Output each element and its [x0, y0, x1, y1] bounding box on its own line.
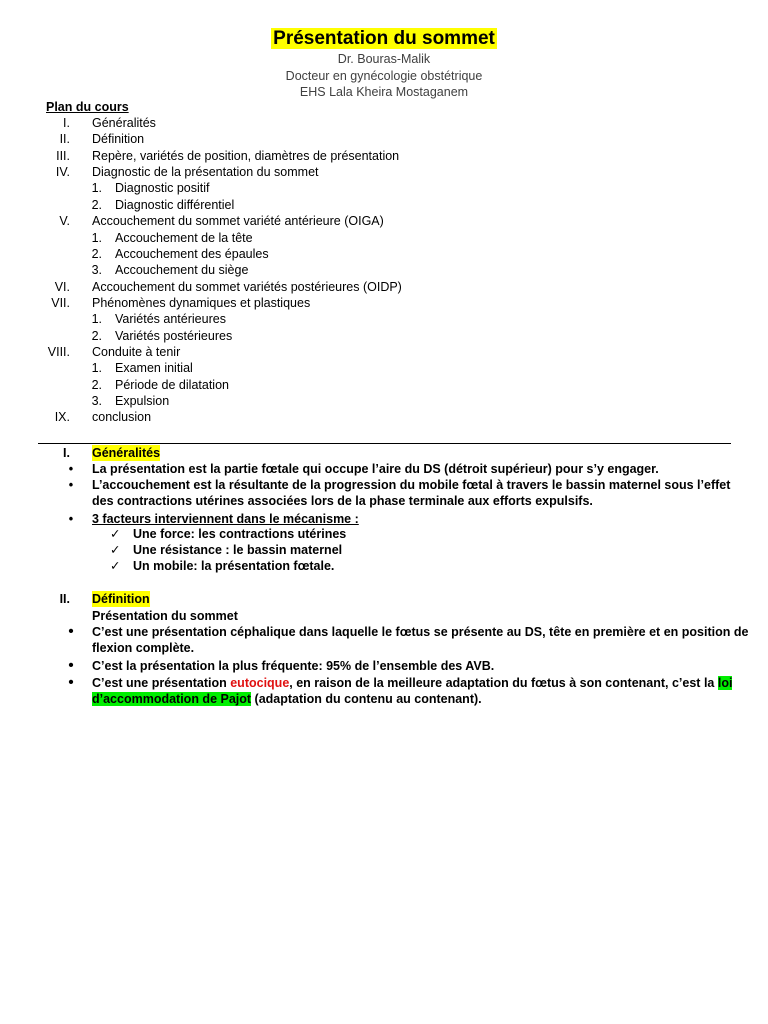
plan-item-text: Diagnostic de la présentation du sommet — [92, 165, 319, 180]
bullet-icon: • — [68, 623, 74, 640]
plan-item-text: Définition — [92, 132, 145, 147]
checkmark-icon: ✓ — [110, 543, 121, 557]
author-institution: EHS Lala Kheira Mostaganem — [299, 85, 469, 99]
bullet-text: des contractions utérines associées lors de la phase terminale aux efforts expulsifs. — [92, 494, 593, 508]
section-1-number: I. — [63, 446, 70, 460]
plan-subitem-text: Diagnostic positif — [115, 181, 210, 196]
plan-item-text: conclusion — [92, 410, 152, 425]
check-text: Une force: les contractions utérines — [133, 527, 347, 541]
plan-item-number: II. — [59, 132, 70, 147]
page-title: Présentation du sommet — [273, 28, 495, 49]
bullet-icon: • — [68, 462, 74, 476]
plan-item-number: IV. — [55, 165, 70, 180]
plan-item-number: VII. — [51, 295, 70, 310]
plan-item-number: V. — [59, 214, 70, 229]
text-run: C’est une présentation — [92, 676, 231, 690]
bullet-text: C’est une présentation céphalique dans laquelle le fœtus se présente au DS, tête en première et en position de — [92, 625, 749, 639]
plan-item-text: Repère, variétés de position, diamètres de présentation — [92, 148, 400, 163]
plan-subitem-text: Variétés postérieures — [115, 328, 233, 343]
document-header — [0, 27, 768, 101]
plan-subitem-number: 1. — [91, 312, 102, 327]
bullet-text: C’est la présentation la plus fréquente: 95% de l’ensemble des AVB. — [92, 659, 495, 673]
plan-subitem-number: 2. — [91, 377, 102, 392]
checkmark-icon: ✓ — [110, 559, 121, 573]
section-1-title: Généralités — [92, 446, 161, 460]
plan-item-text: Conduite à tenir — [92, 344, 181, 359]
subtitle-text: Présentation du sommet — [92, 609, 238, 623]
check-text: Une résistance : le bassin maternel — [133, 543, 343, 557]
plan-subitem-number: 3. — [91, 263, 102, 278]
plan-subitem-text: Examen initial — [115, 361, 193, 376]
plan-subitem-number: 1. — [91, 361, 102, 376]
bullet-icon: • — [68, 674, 74, 691]
bullet-text: La présentation est la partie fœtale qui occupe l’aire du DS (détroit supérieur) pour s’y engager. — [92, 462, 659, 476]
plan-item-number: VI. — [54, 279, 70, 294]
plan-item-number: VIII. — [47, 344, 70, 359]
plan-subitem-text: Période de dilatation — [115, 377, 229, 392]
section-2-title: Définition — [92, 592, 150, 606]
bullet-text: 3 facteurs interviennent dans le mécanisme : — [92, 512, 359, 526]
plan-subitem-text: Variétés antérieures — [115, 312, 226, 327]
bullet-icon: • — [68, 478, 74, 492]
plan-subitem-text: Diagnostic différentiel — [115, 197, 235, 212]
plan-subitem-number: 1. — [91, 181, 102, 196]
bullet-text — [92, 675, 732, 691]
plan-subitem-text: Accouchement des épaules — [115, 246, 269, 261]
author-name: Dr. Bouras-Malik — [337, 52, 431, 66]
highlighted-term: loi — [717, 676, 733, 690]
check-text: Un mobile: la présentation fœtale. — [133, 559, 335, 573]
plan-item-text: Accouchement du sommet variétés postérieures (OIDP) — [92, 279, 402, 294]
bullet-text — [92, 691, 482, 707]
section-2-number: II. — [59, 592, 70, 606]
checkmark-icon: ✓ — [110, 527, 121, 541]
section-divider — [38, 443, 731, 444]
text-run: (adaptation du contenu au contenant). — [251, 692, 482, 706]
plan-item-number: III. — [56, 148, 70, 163]
bullet-icon: • — [68, 657, 74, 674]
text-run: , en raison de la meilleure adaptation du fœtus à son contenant, c’est la — [289, 676, 718, 690]
plan-subitem-text: Accouchement du siège — [115, 263, 249, 278]
plan-subitem-text: Accouchement de la tête — [115, 230, 253, 245]
plan-subitem-number: 1. — [91, 230, 102, 245]
plan-subitem-number: 2. — [91, 328, 102, 343]
bullet-text: L’accouchement est la résultante de la progression du mobile fœtal à travers le bassin maternel sous l’effet — [92, 478, 731, 492]
plan-subitem-number: 2. — [91, 246, 102, 261]
plan-item-text: Accouchement du sommet variété antérieure (OIGA) — [92, 214, 384, 229]
bullet-icon: • — [68, 512, 74, 526]
plan-item-text: Phénomènes dynamiques et plastiques — [92, 295, 311, 310]
plan-item-number: IX. — [54, 410, 70, 425]
plan-item-number: I. — [63, 116, 70, 130]
plan-subitem-text: Expulsion — [115, 394, 170, 408]
plan-subitem-number: 3. — [91, 394, 102, 408]
plan-item-text: Généralités — [92, 116, 156, 130]
author-role: Docteur en gynécologie obstétrique — [285, 68, 483, 83]
plan-heading: Plan du cours — [46, 100, 129, 114]
plan-subitem-number: 2. — [91, 197, 102, 212]
bullet-text: flexion complète. — [92, 641, 195, 655]
highlighted-term: d’accommodation de Pajot — [92, 692, 252, 706]
eutocique-term: eutocique — [230, 676, 290, 690]
